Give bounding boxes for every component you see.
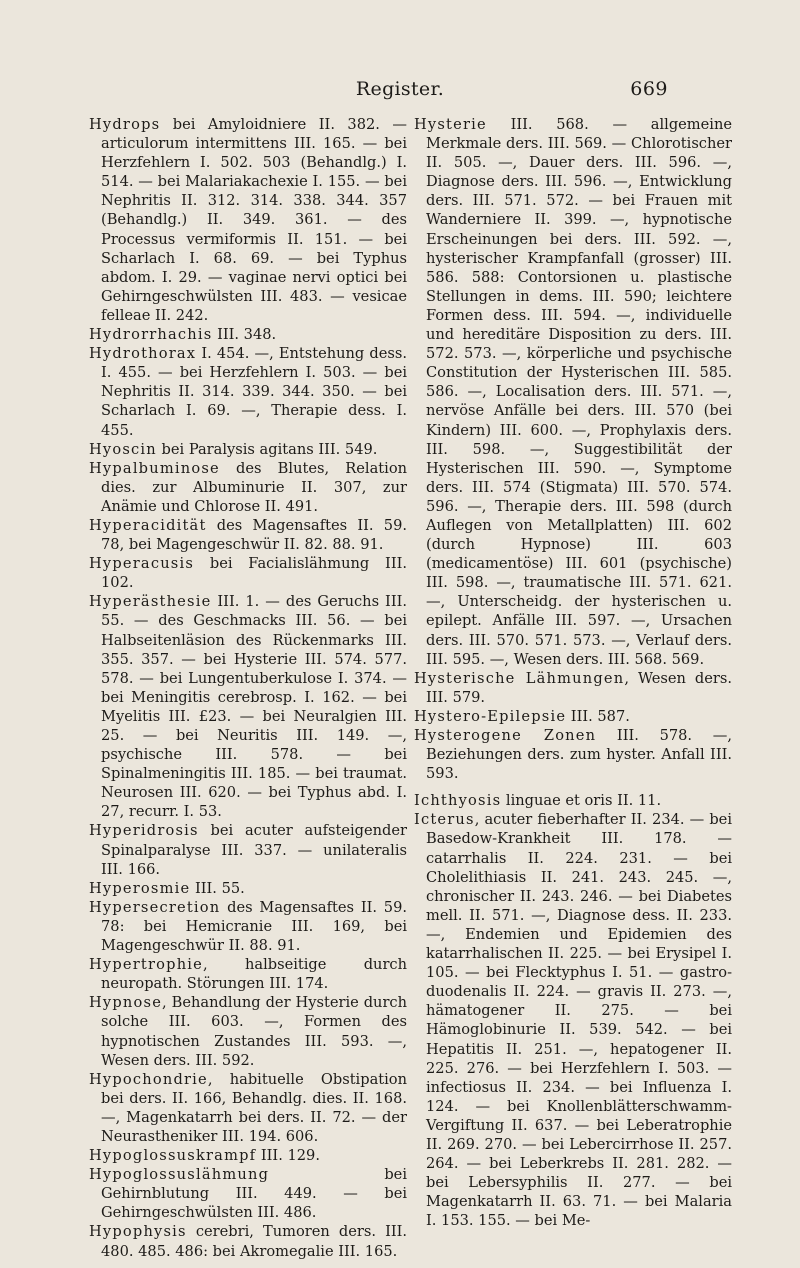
index-entry [89,1165,407,1222]
index-term: Hypersecretion [89,898,221,916]
index-references: , Behandlung der Hysterie durch solche III. 603. —, Formen des hypnotischen Zustandes III. 593. —, Wesen ders. III. 592. [101,994,407,1069]
index-entry [414,115,732,669]
index-entry [89,1146,407,1165]
index-references: , acuter fieberhafter II. 234. — bei Basedow-Krankheit III. 178. — catarrhalis II. 224. 231. — bei Cholelithiasis II. 241. 243. 245. —, chronischer II. 243. 246. — bei Diabetes mell. II. 571. —, Diagnose dess. II. 233. —, Endemien und Epidemien des katarrhalischen II. 225. — bei Erysipel I. 105. — bei Flecktyphus I. 51. — gastro-duodenalis II. 224. — gravis II. 273. —, hämatogener II. 275. — bei Hämoglobinurie II. 539. 542. — bei Hepatitis II. 251. —, hepatogener II. 225. 276. — bei Herzfehlern I. 503. — infectiosus II. 234. — bei Influenza I. 124. — bei Knollenblätterschwamm-Vergiftung II. 637. — bei Leberatrophie II. 269. 270. — bei Lebercirrhose II. 257. 264. — bei Leberkrebs II. 281. 282. — bei Lebersyphilis II. 277. — bei Magenkatarrh II. 63. 71. — bei Malaria I. 153. 155. — bei Me- [426,811,732,1230]
index-entry [89,592,407,821]
index-term: Hyperidrosis [89,822,199,840]
index-term: Hysterische Lähmungen [414,669,625,687]
index-entry [89,993,407,1069]
index-entry [414,810,732,1230]
index-term: Icterus [414,811,475,829]
index-references: III. 568. — allgemeine Merkmale ders. III. 569. — Chlorotischer II. 505. —, Dauer ders. III. 596. —, Diagnose ders. III. 596. —, Entwicklung ders. III. 571. 572. — bei Frauen mit Wanderniere II. 399. —, hypnotische Erscheinungen bei ders. III. 592. —, hysterischer Krampfanfall (grosser) III. 586. 588: Contorsionen u. plastische Stellungen in dems. III. 590; leichtere Formen dess. III. 594. —, individuelle und hereditäre Disposition zu ders. III. 572. 573. —, körperliche und psychische Constitution der Hysterischen III. 585. 586. —, Localisation ders. III. 571. —, nervöse Anfälle bei ders. III. 570 (bei Kindern) III. 600. —, Prophylaxis ders. III. 598. —, Suggestibilität der Hysterischen III. 590. —, Symptome ders. III. 574 (Stigmata) III. 570. 574. 596. —, Therapie ders. III. 598 (durch Auflegen von Metallplatten) III. 602 (durch Hypnose) III. 603 (medicamentöse) III. 601 (psychische) III. 598. —, traumatische III. 571. 621. —, Unterscheidg. der hysterischen u. epilept. Anfälle III. 597. —, Ursachen ders. III. 570. 571. 573. —, Verlauf ders. III. 595. —, Wesen ders. III. 568. 569. [426,116,732,668]
index-entry [89,898,407,955]
index-references: III. 129. [256,1147,320,1165]
index-references: III. 348. [212,326,277,344]
index-entry [89,115,407,325]
right-column [414,115,732,1230]
index-term: Hypoglossuskrampf [89,1147,257,1165]
index-entry [414,726,732,783]
index-entry [89,879,407,898]
index-entry [414,791,732,810]
index-entry [89,955,407,993]
index-term: Hyperästhesie [89,593,212,611]
index-references: des Blutes, Relation dies. zur Albuminurie II. 307, zur Anämie und Chlorose II. 491. [101,459,407,515]
index-term: Hysterie [414,116,487,133]
page-header [0,78,800,102]
index-references: III. 55. [190,879,245,897]
index-term: Ichthyosis [414,792,502,810]
index-entry [89,1222,407,1260]
index-term: Hydrothorax [89,345,197,363]
index-references: linguae et oris II. 11. [501,792,662,810]
index-references: , halbseitige durch neuropath. Störungen III. 174. [101,956,407,993]
index-references: cerebri, Tumoren ders. III. 480. 485. 486: bei Akromegalie III. 165. [101,1223,407,1260]
index-references: des Magensaftes II. 59. 78: bei Hemicranie III. 169, bei Magengeschwür II. 88. 91. [101,898,407,955]
index-references: des Magensaftes II. 59. 78, bei Magengeschwür II. 82. 88. 91. [101,516,407,554]
page-number: 669 [630,78,668,100]
left-column [89,115,407,1261]
index-term: Hyoscin [89,440,157,458]
index-entry [89,459,407,516]
index-term: Hyperacusis [89,555,195,573]
index-entry [89,554,407,592]
running-title: Register. [355,78,445,100]
index-references: bei acuter aufsteigender Spinalparalyse III. 337. — unilateralis III. 166. [101,822,407,878]
index-entry [414,669,732,707]
index-references: bei Gehirnblutung III. 449. — bei Gehirngeschwülsten III. 486. [101,1166,407,1222]
index-term: Hypertrophie [89,956,203,974]
index-references: , Wesen ders. III. 579. [426,669,732,706]
index-references: III. 578. —, Beziehungen ders. zum hyster. Anfall III. 593. [426,727,733,783]
index-term: Hypnose [89,994,163,1012]
index-entry [89,1070,407,1146]
index-entry [414,707,732,726]
index-entry [89,516,407,554]
index-term: Hysterogene Zonen [414,727,597,744]
index-term: Hystero-Epilepsie [414,707,567,725]
index-entry [89,821,407,878]
index-term: Hypophysis [89,1223,187,1241]
index-term: Hypochondrie [89,1070,208,1088]
index-term: Hyperacidität [89,516,207,534]
index-term: Hyperosmie [89,879,191,897]
index-references: bei Facialislähmung III. 102. [101,555,407,592]
index-term: Hypoglossuslähmung [89,1166,270,1184]
index-references: bei Amyloidniere II. 382. — articulorum intermittens III. 165. — bei Herzfehlern I. 502. 503 (Behandlg.) I. 514. — bei Malariakachexie I. 155. — bei Nephritis II. 312. 314. 338. 344. 357 (Behandlg.) II. 349. 361. — des Processus vermiformis II. 151. — bei Scharlach I. 68. 69. — bei Typhus abdom. I. 29. — vaginae nervi optici bei Gehirngeschwülsten III. 483. — vesicae felleae II. 242. [101,116,407,324]
index-references: III. 1. — des Geruchs III. 55. — des Geschmacks III. 56. — bei Halbseitenläsion des Rückenmarks III. 355. 357. — bei Hysterie III. 574. 577. 578. — bei Lungentuberkulose I. 374. — bei Meningitis cerebrosp. I. 162. — bei Myelitis III. £23. — bei Neuralgien III. 25. — bei Neuritis III. 149. —, psychische III. 578. — bei Spinalmeningitis III. 185. — bei traumat. Neurosen III. 620. — bei Typhus abd. I. 27, recurr. I. 53. [101,593,407,821]
index-term: Hypalbuminose [89,459,220,477]
index-term: Hydrops [89,116,161,133]
index-entry [89,344,407,439]
index-entry [89,440,407,459]
index-references: I. 454. —, Entstehung dess. I. 455. — bei Herzfehlern I. 503. — bei Nephritis II. 314. 339. 344. 350. — bei Scharlach I. 69. —, Therapie dess. I. 455. [101,345,407,439]
index-entry [89,325,407,344]
index-term: Hydrorrhachis [89,326,213,344]
index-references: bei Paralysis agitans III. 549. [156,440,378,458]
index-references: III. 587. [566,707,630,725]
index-references: , habituelle Obstipation bei ders. II. 166, Behandlg. dies. II. 168. —, Magenkatarrh bei ders. II. 72. — der Neurastheniker III. 194. 606. [101,1070,407,1145]
